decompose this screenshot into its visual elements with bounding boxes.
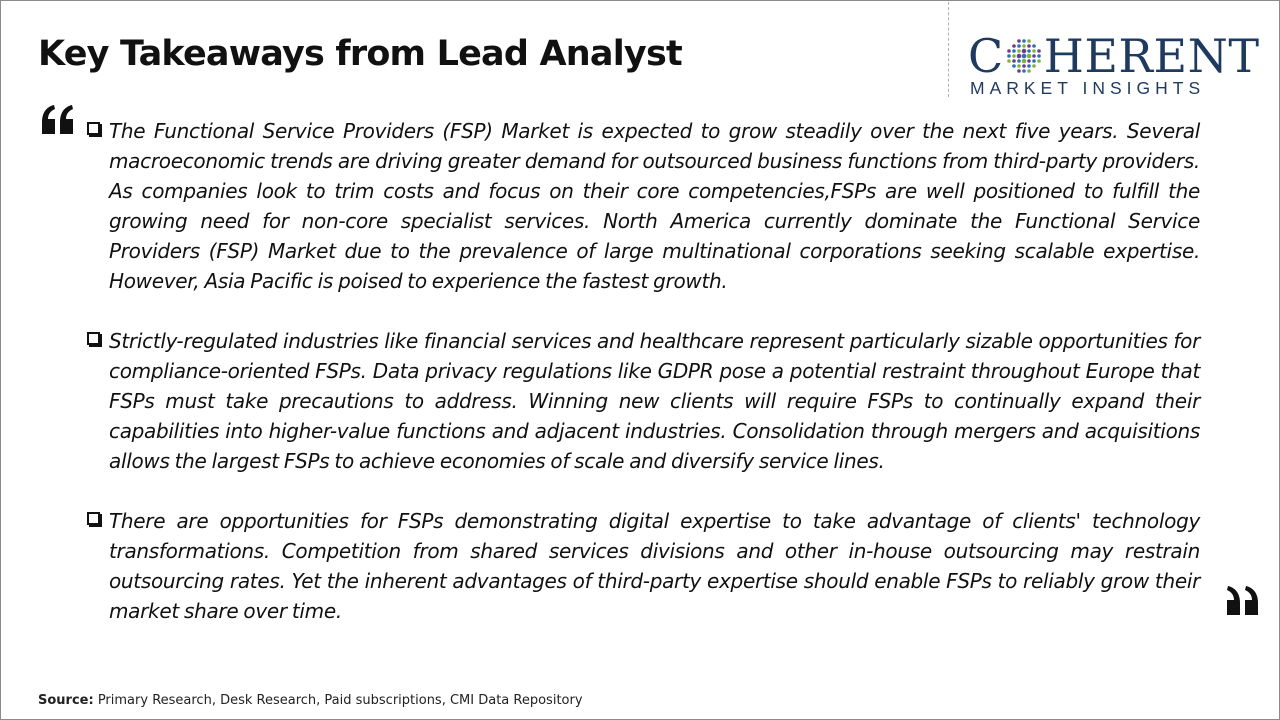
source-text: Primary Research, Desk Research, Paid subscriptions, CMI Data Repository	[93, 693, 583, 708]
logo-dot	[1022, 64, 1026, 68]
logo-dot	[1017, 64, 1021, 68]
logo-dot	[1016, 54, 1021, 59]
list-item	[86, 116, 1200, 296]
logo-dot	[1032, 54, 1036, 58]
logo-subtitle: MARKET INSIGHTS	[970, 78, 1206, 98]
logo-dot	[1022, 44, 1026, 48]
logo-dot	[1026, 54, 1031, 59]
checkbox-bullet-icon	[87, 332, 100, 345]
logo-dot	[1017, 49, 1021, 53]
logo-dot	[1017, 39, 1021, 43]
logo-dot	[1012, 49, 1016, 53]
logo-dot	[1012, 59, 1016, 63]
source-label: Source:	[38, 693, 94, 708]
list-item	[86, 506, 1200, 626]
takeaway-text: There are opportunities for FSPs demonstrating digital expertise to take advantage of clients' technology transformations. Competition from shared services divisions and other in-house outsourcing may restrain outsourcing rates. Yet the inherent advantages of third-party expertise should enable FSPs to reliably grow their market share over time.	[109, 509, 1200, 623]
page-title: Key Takeaways from Lead Analyst	[38, 34, 682, 74]
quote-close-icon	[1224, 584, 1260, 616]
takeaway-list	[86, 116, 1200, 656]
logo-dot	[1032, 44, 1036, 48]
company-logo	[968, 28, 1264, 100]
logo-dot	[1007, 59, 1011, 63]
logo-dot	[1017, 69, 1021, 73]
logo-dot	[1032, 59, 1036, 63]
logo-wordmark	[968, 28, 1260, 84]
logo-dot	[1007, 49, 1011, 53]
logo-dot	[1032, 64, 1036, 68]
logo-dot	[1022, 39, 1026, 43]
takeaway-text: The Functional Service Providers (FSP) Market is expected to grow steadily over the next five years. Several macroeconomic trends are driving greater demand for outsourced business functions from third-party providers. As companies look to trim costs and focus on their core competencies,FSPs are well positioned to fulfill the growing need for non-core specialist services. North America currently dominate the Functional Service Providers (FSP) Market due to the prevalence of large multinational corporations seeking scalable expertise. However, Asia Pacific is poised to experience the fastest growth.	[109, 119, 1200, 293]
logo-dot	[1022, 69, 1026, 73]
logo-word-prefix: C	[968, 29, 1004, 83]
checkbox-bullet-icon	[87, 122, 100, 135]
logo-dot	[1027, 49, 1031, 53]
logo-dot	[1037, 54, 1041, 58]
logo-dot	[1021, 49, 1026, 54]
logo-dot	[1037, 59, 1041, 63]
logo-dot	[1037, 49, 1041, 53]
logo-dot	[1021, 54, 1026, 59]
logo-dot	[1017, 59, 1021, 63]
logo-dot	[1012, 54, 1016, 58]
header-divider	[948, 2, 949, 97]
takeaway-text: Strictly-regulated industries like financial services and healthcare represent particularly sizable opportunities for compliance-oriented FSPs. Data privacy regulations like GDPR pose a potential restraint throughout Europe that FSPs must take precautions to address. Winning new clients will require FSPs to continually expand their capabilities into higher-value functions and adjacent industries. Consolidation through mergers and acquisitions allows the largest FSPs to achieve economies of scale and diversify service lines.	[109, 329, 1200, 473]
checkbox-bullet-icon	[87, 512, 100, 525]
logo-dot	[1027, 39, 1031, 43]
logo-dot	[1017, 44, 1021, 48]
logo-globe-icon	[1006, 38, 1042, 74]
logo-dot	[1027, 69, 1031, 73]
logo-dot	[1027, 59, 1031, 63]
list-item	[86, 326, 1200, 476]
logo-dot	[1012, 44, 1016, 48]
logo-dot	[1007, 54, 1011, 58]
source-note	[38, 693, 583, 708]
logo-dot	[1027, 64, 1031, 68]
logo-dot	[1027, 44, 1031, 48]
logo-dot	[1021, 59, 1026, 64]
quote-open-icon	[40, 104, 76, 136]
logo-word-suffix: HERENT	[1043, 29, 1260, 83]
logo-dot	[1012, 64, 1016, 68]
logo-dot	[1032, 49, 1036, 53]
